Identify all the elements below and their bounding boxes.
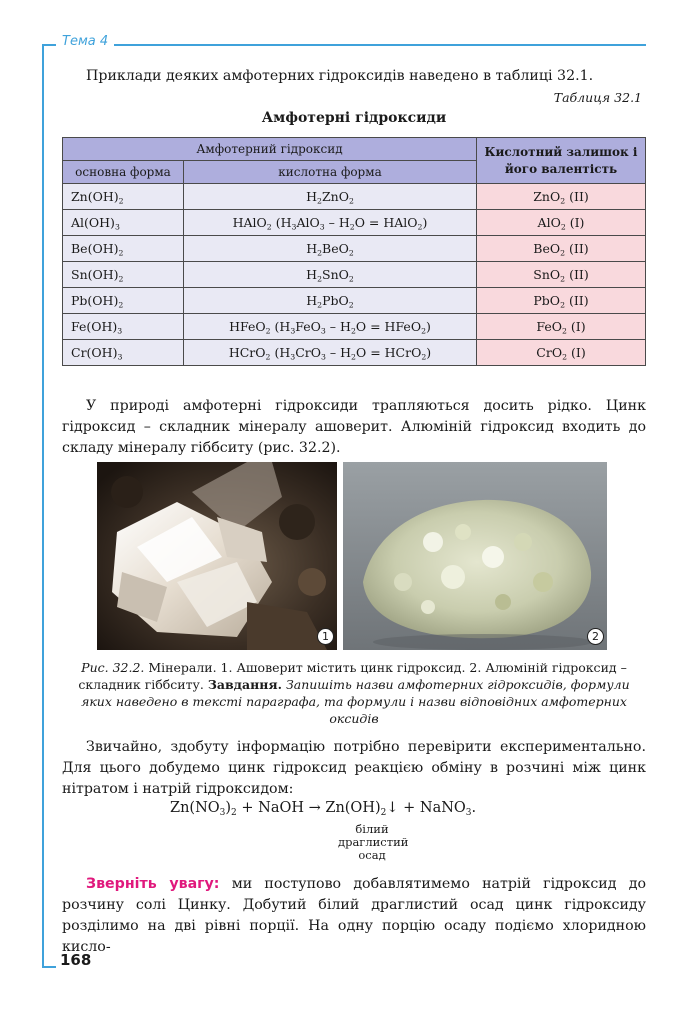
- table-row: [63, 340, 646, 366]
- acid-form-cell: $H_2BeO_2$: [184, 236, 477, 262]
- attention-text: ми поступово добавлятимемо натрій гідроксид до розчину солі Цинку. Добутий білий драглистий осад цинк гідроксиду розділимо на дві рівні порції. На одну порцію осаду подіємо хлоридною кисло-: [62, 876, 646, 955]
- photo2-number: 2: [587, 628, 604, 645]
- table-header-row: [63, 138, 646, 161]
- residue-cell: CrO$_2$ (I): [477, 340, 646, 366]
- photo-gibbsite: [343, 462, 607, 650]
- photo1-number: 1: [317, 628, 334, 645]
- acid-form-cell: HCrO$_2$ ($H_3CrO_3 - H_2O$ = HCrO$_2$): [184, 340, 477, 366]
- page-number: 168: [60, 951, 92, 969]
- residue-cell: BeO$_2$ (II): [477, 236, 646, 262]
- basic-form-cell: $Fe(OH)_3$: [63, 314, 184, 340]
- acid-form-cell: $H_2ZnO_2$: [184, 184, 477, 210]
- residue-header: Кислотний залишок і його валентість: [477, 138, 646, 184]
- residue-cell: FeO$_2$ (I): [477, 314, 646, 340]
- basic-form-cell: $Cr(OH)_3$: [63, 340, 184, 366]
- acid-form-cell: $H_2PbO_2$: [184, 288, 477, 314]
- reaction-equation: [170, 800, 477, 819]
- page-frame-top: [42, 44, 646, 46]
- photo-ashoverite: [97, 462, 337, 650]
- table-row: [63, 236, 646, 262]
- theme-label: Тема 4: [56, 34, 114, 49]
- figure-caption-text: Мінерали. 1. Ашоверит містить цинк гідроксид. 2. Алюміній гідроксид – складник гіббситу.: [78, 660, 627, 692]
- paragraph-experiment: Звичайно, здобуту інформацію потрібно перевірити експериментально. Для цього добудемо цинк гідроксид реакцією обміну в розчині між цинк нітратом і натрій гідроксидом:: [62, 739, 646, 797]
- equation-text: $Zn(NO_3)_2$ + NaOH → $Zn(OH)_2↓$ + NaNO$_3$.: [170, 800, 477, 819]
- residue-cell: AlO$_2$ (I): [477, 210, 646, 236]
- intro-text: Приклади деяких амфотерних гідроксидів наведено в таблиці 32.1.: [86, 68, 594, 84]
- page-frame-left: [42, 44, 44, 968]
- figure-caption: [70, 659, 638, 727]
- figure-task-text: Запишіть назви амфотерних гідроксидів, формули яких наведено в тексті параграфа, та формули і назви відповідних амфотерних оксидів: [81, 677, 630, 726]
- table-caption: Таблиця 32.1: [553, 90, 642, 105]
- group-header: Амфотерний гідроксид: [63, 138, 477, 161]
- amphoteric-hydroxides-table: [62, 137, 646, 366]
- table-row: [63, 288, 646, 314]
- attention-paragraph: [62, 874, 646, 958]
- acid-form-cell: $H_2SnO_2$: [184, 262, 477, 288]
- figure-task-label: Завдання.: [207, 677, 282, 692]
- basic-form-cell: $Zn(OH)_2$: [63, 184, 184, 210]
- acid-form-header: кислотна форма: [184, 161, 477, 184]
- paragraph-nature: У природі амфотерні гідроксиди трапляються досить рідко. Цинк гідроксид – складник мінералу ашоверит. Алюміній гідроксид входить до складу мінералу гіббситу (рис. 32.2).: [62, 398, 646, 456]
- table-title: Амфотерні гідроксиди: [261, 110, 447, 126]
- attention-label: Зверніть увагу:: [86, 876, 220, 892]
- basic-form-cell: $Al(OH)_3$: [63, 210, 184, 236]
- basic-form-cell: $Be(OH)_2$: [63, 236, 184, 262]
- residue-cell: ZnO$_2$ (II): [477, 184, 646, 210]
- residue-cell: SnO$_2$ (II): [477, 262, 646, 288]
- page-frame-tick: [42, 966, 56, 968]
- basic-form-cell: $Pb(OH)_2$: [63, 288, 184, 314]
- precipitate-note: білий драглистий осад: [338, 822, 409, 862]
- residue-cell: PbO$_2$ (II): [477, 288, 646, 314]
- table-row: [63, 262, 646, 288]
- figure-caption-label: Рис. 32.2.: [81, 660, 145, 675]
- table-row: [63, 184, 646, 210]
- basic-form-cell: $Sn(OH)_2$: [63, 262, 184, 288]
- table-row: [63, 210, 646, 236]
- acid-form-cell: HFeO$_2$ ($H_3FeO_3 - H_2O$ = HFeO$_2$): [184, 314, 477, 340]
- table-row: [63, 314, 646, 340]
- acid-form-cell: HAlO$_2$ ($H_3AlO_3 - H_2O$ = HAlO$_2$): [184, 210, 477, 236]
- basic-form-header: основна форма: [63, 161, 184, 184]
